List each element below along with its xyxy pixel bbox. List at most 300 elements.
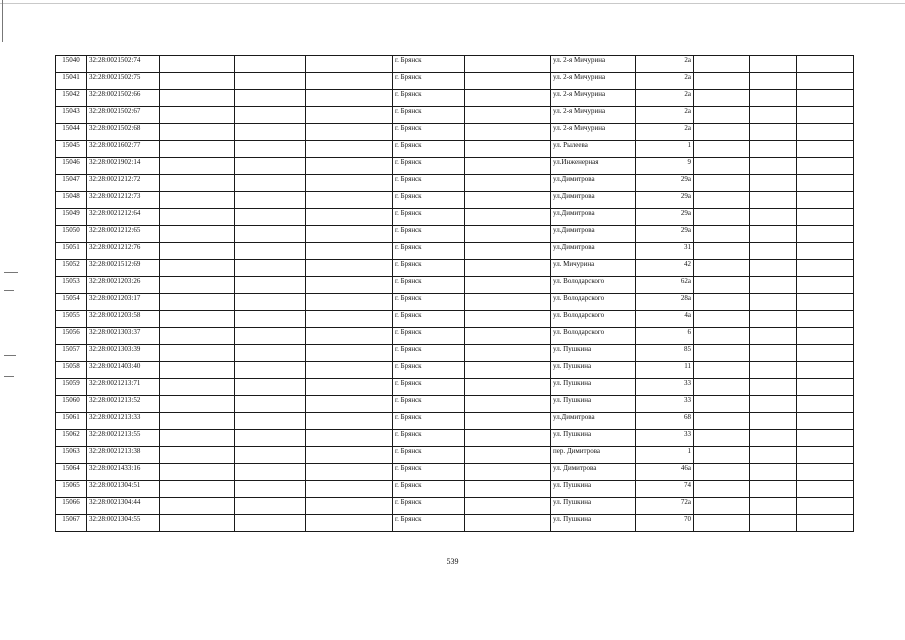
empty-cell xyxy=(797,464,854,481)
empty-cell xyxy=(694,209,750,226)
empty-cell xyxy=(750,73,797,90)
row-number-cell: 15050 xyxy=(56,226,87,243)
cadastral-number-cell: 32:28:0021203:58 xyxy=(87,311,160,328)
empty-cell xyxy=(235,90,306,107)
empty-cell xyxy=(160,430,235,447)
house-number-cell: 72а xyxy=(636,498,694,515)
table-row xyxy=(56,175,854,192)
city-cell: г. Брянск xyxy=(393,56,465,73)
empty-cell xyxy=(306,209,393,226)
city-cell: г. Брянск xyxy=(393,498,465,515)
row-number-cell: 15066 xyxy=(56,498,87,515)
table-row xyxy=(56,277,854,294)
house-number-cell: 2а xyxy=(636,56,694,73)
city-cell: г. Брянск xyxy=(393,73,465,90)
empty-cell xyxy=(750,175,797,192)
empty-cell xyxy=(160,379,235,396)
empty-cell xyxy=(797,260,854,277)
empty-cell xyxy=(694,430,750,447)
empty-cell xyxy=(235,226,306,243)
cadastral-number-cell: 32:28:0021212:65 xyxy=(87,226,160,243)
empty-cell xyxy=(797,73,854,90)
empty-cell xyxy=(465,362,551,379)
empty-cell xyxy=(750,413,797,430)
empty-cell xyxy=(306,447,393,464)
cadastral-number-cell: 32:28:0021212:76 xyxy=(87,243,160,260)
city-cell: г. Брянск xyxy=(393,260,465,277)
empty-cell xyxy=(750,430,797,447)
empty-cell xyxy=(694,175,750,192)
empty-cell xyxy=(750,209,797,226)
street-cell: ул.Димитрова xyxy=(551,413,636,430)
table-row xyxy=(56,362,854,379)
table-row xyxy=(56,158,854,175)
empty-cell xyxy=(235,175,306,192)
city-cell: г. Брянск xyxy=(393,396,465,413)
empty-cell xyxy=(160,277,235,294)
empty-cell xyxy=(465,277,551,294)
empty-cell xyxy=(797,175,854,192)
row-number-cell: 15060 xyxy=(56,396,87,413)
table-row xyxy=(56,294,854,311)
empty-cell xyxy=(750,515,797,532)
empty-cell xyxy=(160,124,235,141)
empty-cell xyxy=(750,345,797,362)
row-number-cell: 15065 xyxy=(56,481,87,498)
empty-cell xyxy=(750,379,797,396)
empty-cell xyxy=(306,158,393,175)
city-cell: г. Брянск xyxy=(393,515,465,532)
street-cell: ул. Пушкина xyxy=(551,498,636,515)
street-cell: ул. Пушкина xyxy=(551,396,636,413)
empty-cell xyxy=(306,430,393,447)
cadastral-number-cell: 32:28:0021502:68 xyxy=(87,124,160,141)
empty-cell xyxy=(465,124,551,141)
empty-cell xyxy=(694,464,750,481)
empty-cell xyxy=(306,498,393,515)
empty-cell xyxy=(306,277,393,294)
city-cell: г. Брянск xyxy=(393,124,465,141)
table-row xyxy=(56,260,854,277)
empty-cell xyxy=(797,209,854,226)
house-number-cell: 9 xyxy=(636,158,694,175)
empty-cell xyxy=(797,498,854,515)
scan-mark xyxy=(4,272,18,273)
table-row xyxy=(56,141,854,158)
row-number-cell: 15045 xyxy=(56,141,87,158)
empty-cell xyxy=(306,226,393,243)
row-number-cell: 15051 xyxy=(56,243,87,260)
empty-cell xyxy=(465,413,551,430)
table-row xyxy=(56,73,854,90)
scan-mark xyxy=(4,355,16,356)
empty-cell xyxy=(306,328,393,345)
house-number-cell: 28а xyxy=(636,294,694,311)
scan-edge-top xyxy=(0,3,905,4)
house-number-cell: 29а xyxy=(636,175,694,192)
street-cell: ул. 2-я Мичурина xyxy=(551,90,636,107)
cadastral-number-cell: 32:28:0021512:69 xyxy=(87,260,160,277)
empty-cell xyxy=(750,158,797,175)
empty-cell xyxy=(694,56,750,73)
empty-cell xyxy=(694,226,750,243)
empty-cell xyxy=(797,90,854,107)
city-cell: г. Брянск xyxy=(393,141,465,158)
street-cell: ул.Димитрова xyxy=(551,226,636,243)
empty-cell xyxy=(694,396,750,413)
empty-cell xyxy=(160,515,235,532)
cadastral-number-cell: 32:28:0021203:26 xyxy=(87,277,160,294)
empty-cell xyxy=(797,56,854,73)
empty-cell xyxy=(235,413,306,430)
table-row xyxy=(56,90,854,107)
empty-cell xyxy=(160,90,235,107)
house-number-cell: 33 xyxy=(636,430,694,447)
empty-cell xyxy=(306,294,393,311)
table-row xyxy=(56,311,854,328)
empty-cell xyxy=(750,90,797,107)
empty-cell xyxy=(235,209,306,226)
city-cell: г. Брянск xyxy=(393,90,465,107)
empty-cell xyxy=(160,362,235,379)
row-number-cell: 15049 xyxy=(56,209,87,226)
city-cell: г. Брянск xyxy=(393,226,465,243)
empty-cell xyxy=(465,447,551,464)
row-number-cell: 15040 xyxy=(56,56,87,73)
cadastral-number-cell: 32:28:0021502:74 xyxy=(87,56,160,73)
empty-cell xyxy=(235,277,306,294)
empty-cell xyxy=(694,311,750,328)
house-number-cell: 2а xyxy=(636,107,694,124)
empty-cell xyxy=(750,294,797,311)
city-cell: г. Брянск xyxy=(393,464,465,481)
cadastral-number-cell: 32:28:0021502:66 xyxy=(87,90,160,107)
table-row xyxy=(56,226,854,243)
empty-cell xyxy=(465,294,551,311)
empty-cell xyxy=(465,192,551,209)
empty-cell xyxy=(797,379,854,396)
row-number-cell: 15042 xyxy=(56,90,87,107)
table-row xyxy=(56,192,854,209)
empty-cell xyxy=(235,192,306,209)
empty-cell xyxy=(750,107,797,124)
empty-cell xyxy=(797,311,854,328)
empty-cell xyxy=(750,396,797,413)
city-cell: г. Брянск xyxy=(393,328,465,345)
row-number-cell: 15061 xyxy=(56,413,87,430)
empty-cell xyxy=(465,430,551,447)
cadastral-number-cell: 32:28:0021213:55 xyxy=(87,430,160,447)
empty-cell xyxy=(160,498,235,515)
empty-cell xyxy=(160,226,235,243)
empty-cell xyxy=(306,56,393,73)
row-number-cell: 15044 xyxy=(56,124,87,141)
empty-cell xyxy=(465,498,551,515)
empty-cell xyxy=(797,413,854,430)
empty-cell xyxy=(465,328,551,345)
table-row xyxy=(56,243,854,260)
empty-cell xyxy=(306,311,393,328)
empty-cell xyxy=(465,345,551,362)
registry-rows xyxy=(56,56,854,532)
empty-cell xyxy=(797,396,854,413)
table-row xyxy=(56,515,854,532)
cadastral-number-cell: 32:28:0021303:37 xyxy=(87,328,160,345)
empty-cell xyxy=(306,379,393,396)
house-number-cell: 74 xyxy=(636,481,694,498)
empty-cell xyxy=(694,362,750,379)
empty-cell xyxy=(235,481,306,498)
house-number-cell: 33 xyxy=(636,379,694,396)
empty-cell xyxy=(797,328,854,345)
street-cell: ул. Володарского xyxy=(551,311,636,328)
empty-cell xyxy=(750,362,797,379)
table-row xyxy=(56,447,854,464)
empty-cell xyxy=(235,107,306,124)
row-number-cell: 15067 xyxy=(56,515,87,532)
house-number-cell: 1 xyxy=(636,141,694,158)
city-cell: г. Брянск xyxy=(393,481,465,498)
house-number-cell: 29а xyxy=(636,192,694,209)
empty-cell xyxy=(797,345,854,362)
empty-cell xyxy=(306,141,393,158)
cadastral-number-cell: 32:28:0021213:38 xyxy=(87,447,160,464)
house-number-cell: 85 xyxy=(636,345,694,362)
city-cell: г. Брянск xyxy=(393,277,465,294)
empty-cell xyxy=(235,447,306,464)
cadastral-number-cell: 32:28:0021212:73 xyxy=(87,192,160,209)
city-cell: г. Брянск xyxy=(393,175,465,192)
empty-cell xyxy=(235,260,306,277)
empty-cell xyxy=(160,243,235,260)
empty-cell xyxy=(160,447,235,464)
cadastral-number-cell: 32:28:0021502:75 xyxy=(87,73,160,90)
empty-cell xyxy=(306,481,393,498)
city-cell: г. Брянск xyxy=(393,413,465,430)
house-number-cell: 2а xyxy=(636,90,694,107)
street-cell: ул. 2-я Мичурина xyxy=(551,107,636,124)
cadastral-number-cell: 32:28:0021303:39 xyxy=(87,345,160,362)
house-number-cell: 46а xyxy=(636,464,694,481)
empty-cell xyxy=(694,413,750,430)
table-row xyxy=(56,56,854,73)
empty-cell xyxy=(160,396,235,413)
empty-cell xyxy=(797,362,854,379)
house-number-cell: 2а xyxy=(636,73,694,90)
cadastral-number-cell: 32:28:0021203:17 xyxy=(87,294,160,311)
empty-cell xyxy=(465,158,551,175)
city-cell: г. Брянск xyxy=(393,430,465,447)
empty-cell xyxy=(306,90,393,107)
empty-cell xyxy=(306,73,393,90)
empty-cell xyxy=(160,413,235,430)
cadastral-number-cell: 32:28:0021304:44 xyxy=(87,498,160,515)
empty-cell xyxy=(235,464,306,481)
cadastral-number-cell: 32:28:0021212:64 xyxy=(87,209,160,226)
empty-cell xyxy=(750,481,797,498)
row-number-cell: 15064 xyxy=(56,464,87,481)
empty-cell xyxy=(694,277,750,294)
empty-cell xyxy=(750,464,797,481)
house-number-cell: 2а xyxy=(636,124,694,141)
table-row xyxy=(56,345,854,362)
empty-cell xyxy=(694,124,750,141)
table-row xyxy=(56,124,854,141)
city-cell: г. Брянск xyxy=(393,243,465,260)
street-cell: ул. Димитрова xyxy=(551,464,636,481)
empty-cell xyxy=(306,464,393,481)
empty-cell xyxy=(306,107,393,124)
city-cell: г. Брянск xyxy=(393,447,465,464)
city-cell: г. Брянск xyxy=(393,362,465,379)
empty-cell xyxy=(235,515,306,532)
empty-cell xyxy=(750,447,797,464)
street-cell: ул.Димитрова xyxy=(551,192,636,209)
empty-cell xyxy=(694,515,750,532)
cadastral-number-cell: 32:28:0021304:51 xyxy=(87,481,160,498)
empty-cell xyxy=(235,311,306,328)
table-row xyxy=(56,107,854,124)
empty-cell xyxy=(160,158,235,175)
empty-cell xyxy=(160,328,235,345)
empty-cell xyxy=(694,379,750,396)
street-cell: ул. 2-я Мичурина xyxy=(551,124,636,141)
empty-cell xyxy=(694,447,750,464)
empty-cell xyxy=(160,73,235,90)
street-cell: ул.Димитрова xyxy=(551,175,636,192)
empty-cell xyxy=(750,243,797,260)
empty-cell xyxy=(235,73,306,90)
empty-cell xyxy=(465,311,551,328)
street-cell: ул. Володарского xyxy=(551,328,636,345)
row-number-cell: 15059 xyxy=(56,379,87,396)
row-number-cell: 15062 xyxy=(56,430,87,447)
table-row xyxy=(56,413,854,430)
empty-cell xyxy=(465,175,551,192)
row-number-cell: 15047 xyxy=(56,175,87,192)
empty-cell xyxy=(235,396,306,413)
house-number-cell: 31 xyxy=(636,243,694,260)
empty-cell xyxy=(160,481,235,498)
empty-cell xyxy=(306,413,393,430)
empty-cell xyxy=(160,192,235,209)
empty-cell xyxy=(306,396,393,413)
empty-cell xyxy=(465,209,551,226)
empty-cell xyxy=(797,447,854,464)
empty-cell xyxy=(235,124,306,141)
house-number-cell: 29а xyxy=(636,209,694,226)
empty-cell xyxy=(750,226,797,243)
page-number: 539 xyxy=(446,557,459,566)
empty-cell xyxy=(797,141,854,158)
empty-cell xyxy=(160,260,235,277)
row-number-cell: 15048 xyxy=(56,192,87,209)
empty-cell xyxy=(160,209,235,226)
street-cell: ул. Рылеева xyxy=(551,141,636,158)
empty-cell xyxy=(160,345,235,362)
street-cell: ул.Инженерная xyxy=(551,158,636,175)
house-number-cell: 6 xyxy=(636,328,694,345)
empty-cell xyxy=(235,430,306,447)
table-row xyxy=(56,328,854,345)
row-number-cell: 15052 xyxy=(56,260,87,277)
empty-cell xyxy=(465,515,551,532)
empty-cell xyxy=(797,192,854,209)
empty-cell xyxy=(235,158,306,175)
empty-cell xyxy=(797,481,854,498)
empty-cell xyxy=(160,175,235,192)
empty-cell xyxy=(465,260,551,277)
empty-cell xyxy=(235,362,306,379)
empty-cell xyxy=(465,141,551,158)
empty-cell xyxy=(465,226,551,243)
empty-cell xyxy=(694,90,750,107)
table-row xyxy=(56,379,854,396)
empty-cell xyxy=(750,124,797,141)
house-number-cell: 62а xyxy=(636,277,694,294)
city-cell: г. Брянск xyxy=(393,294,465,311)
empty-cell xyxy=(465,481,551,498)
cadastral-number-cell: 32:28:0021304:55 xyxy=(87,515,160,532)
cadastral-number-cell: 32:28:0021433:16 xyxy=(87,464,160,481)
empty-cell xyxy=(465,396,551,413)
empty-cell xyxy=(797,226,854,243)
empty-cell xyxy=(235,379,306,396)
city-cell: г. Брянск xyxy=(393,107,465,124)
empty-cell xyxy=(694,158,750,175)
registry-table xyxy=(55,55,854,532)
scan-edge-left xyxy=(2,0,3,42)
city-cell: г. Брянск xyxy=(393,379,465,396)
empty-cell xyxy=(160,294,235,311)
empty-cell xyxy=(694,192,750,209)
house-number-cell: 1 xyxy=(636,447,694,464)
cadastral-number-cell: 32:28:0021502:67 xyxy=(87,107,160,124)
cadastral-number-cell: 32:28:0021602:77 xyxy=(87,141,160,158)
scan-mark xyxy=(4,290,14,291)
city-cell: г. Брянск xyxy=(393,158,465,175)
empty-cell xyxy=(235,243,306,260)
table-row xyxy=(56,464,854,481)
empty-cell xyxy=(160,464,235,481)
cadastral-number-cell: 32:28:0021213:71 xyxy=(87,379,160,396)
cadastral-number-cell: 32:28:0021902:14 xyxy=(87,158,160,175)
row-number-cell: 15043 xyxy=(56,107,87,124)
house-number-cell: 33 xyxy=(636,396,694,413)
empty-cell xyxy=(465,379,551,396)
street-cell: ул. Пушкина xyxy=(551,379,636,396)
empty-cell xyxy=(160,107,235,124)
empty-cell xyxy=(235,498,306,515)
empty-cell xyxy=(694,141,750,158)
empty-cell xyxy=(694,260,750,277)
empty-cell xyxy=(694,73,750,90)
empty-cell xyxy=(694,328,750,345)
empty-cell xyxy=(694,481,750,498)
street-cell: ул. Пушкина xyxy=(551,362,636,379)
empty-cell xyxy=(797,294,854,311)
empty-cell xyxy=(797,277,854,294)
street-cell: ул. Мичурина xyxy=(551,260,636,277)
street-cell: ул. Володарского xyxy=(551,277,636,294)
empty-cell xyxy=(797,515,854,532)
empty-cell xyxy=(797,158,854,175)
row-number-cell: 15057 xyxy=(56,345,87,362)
cadastral-number-cell: 32:28:0021213:33 xyxy=(87,413,160,430)
empty-cell xyxy=(306,175,393,192)
empty-cell xyxy=(797,107,854,124)
empty-cell xyxy=(235,328,306,345)
